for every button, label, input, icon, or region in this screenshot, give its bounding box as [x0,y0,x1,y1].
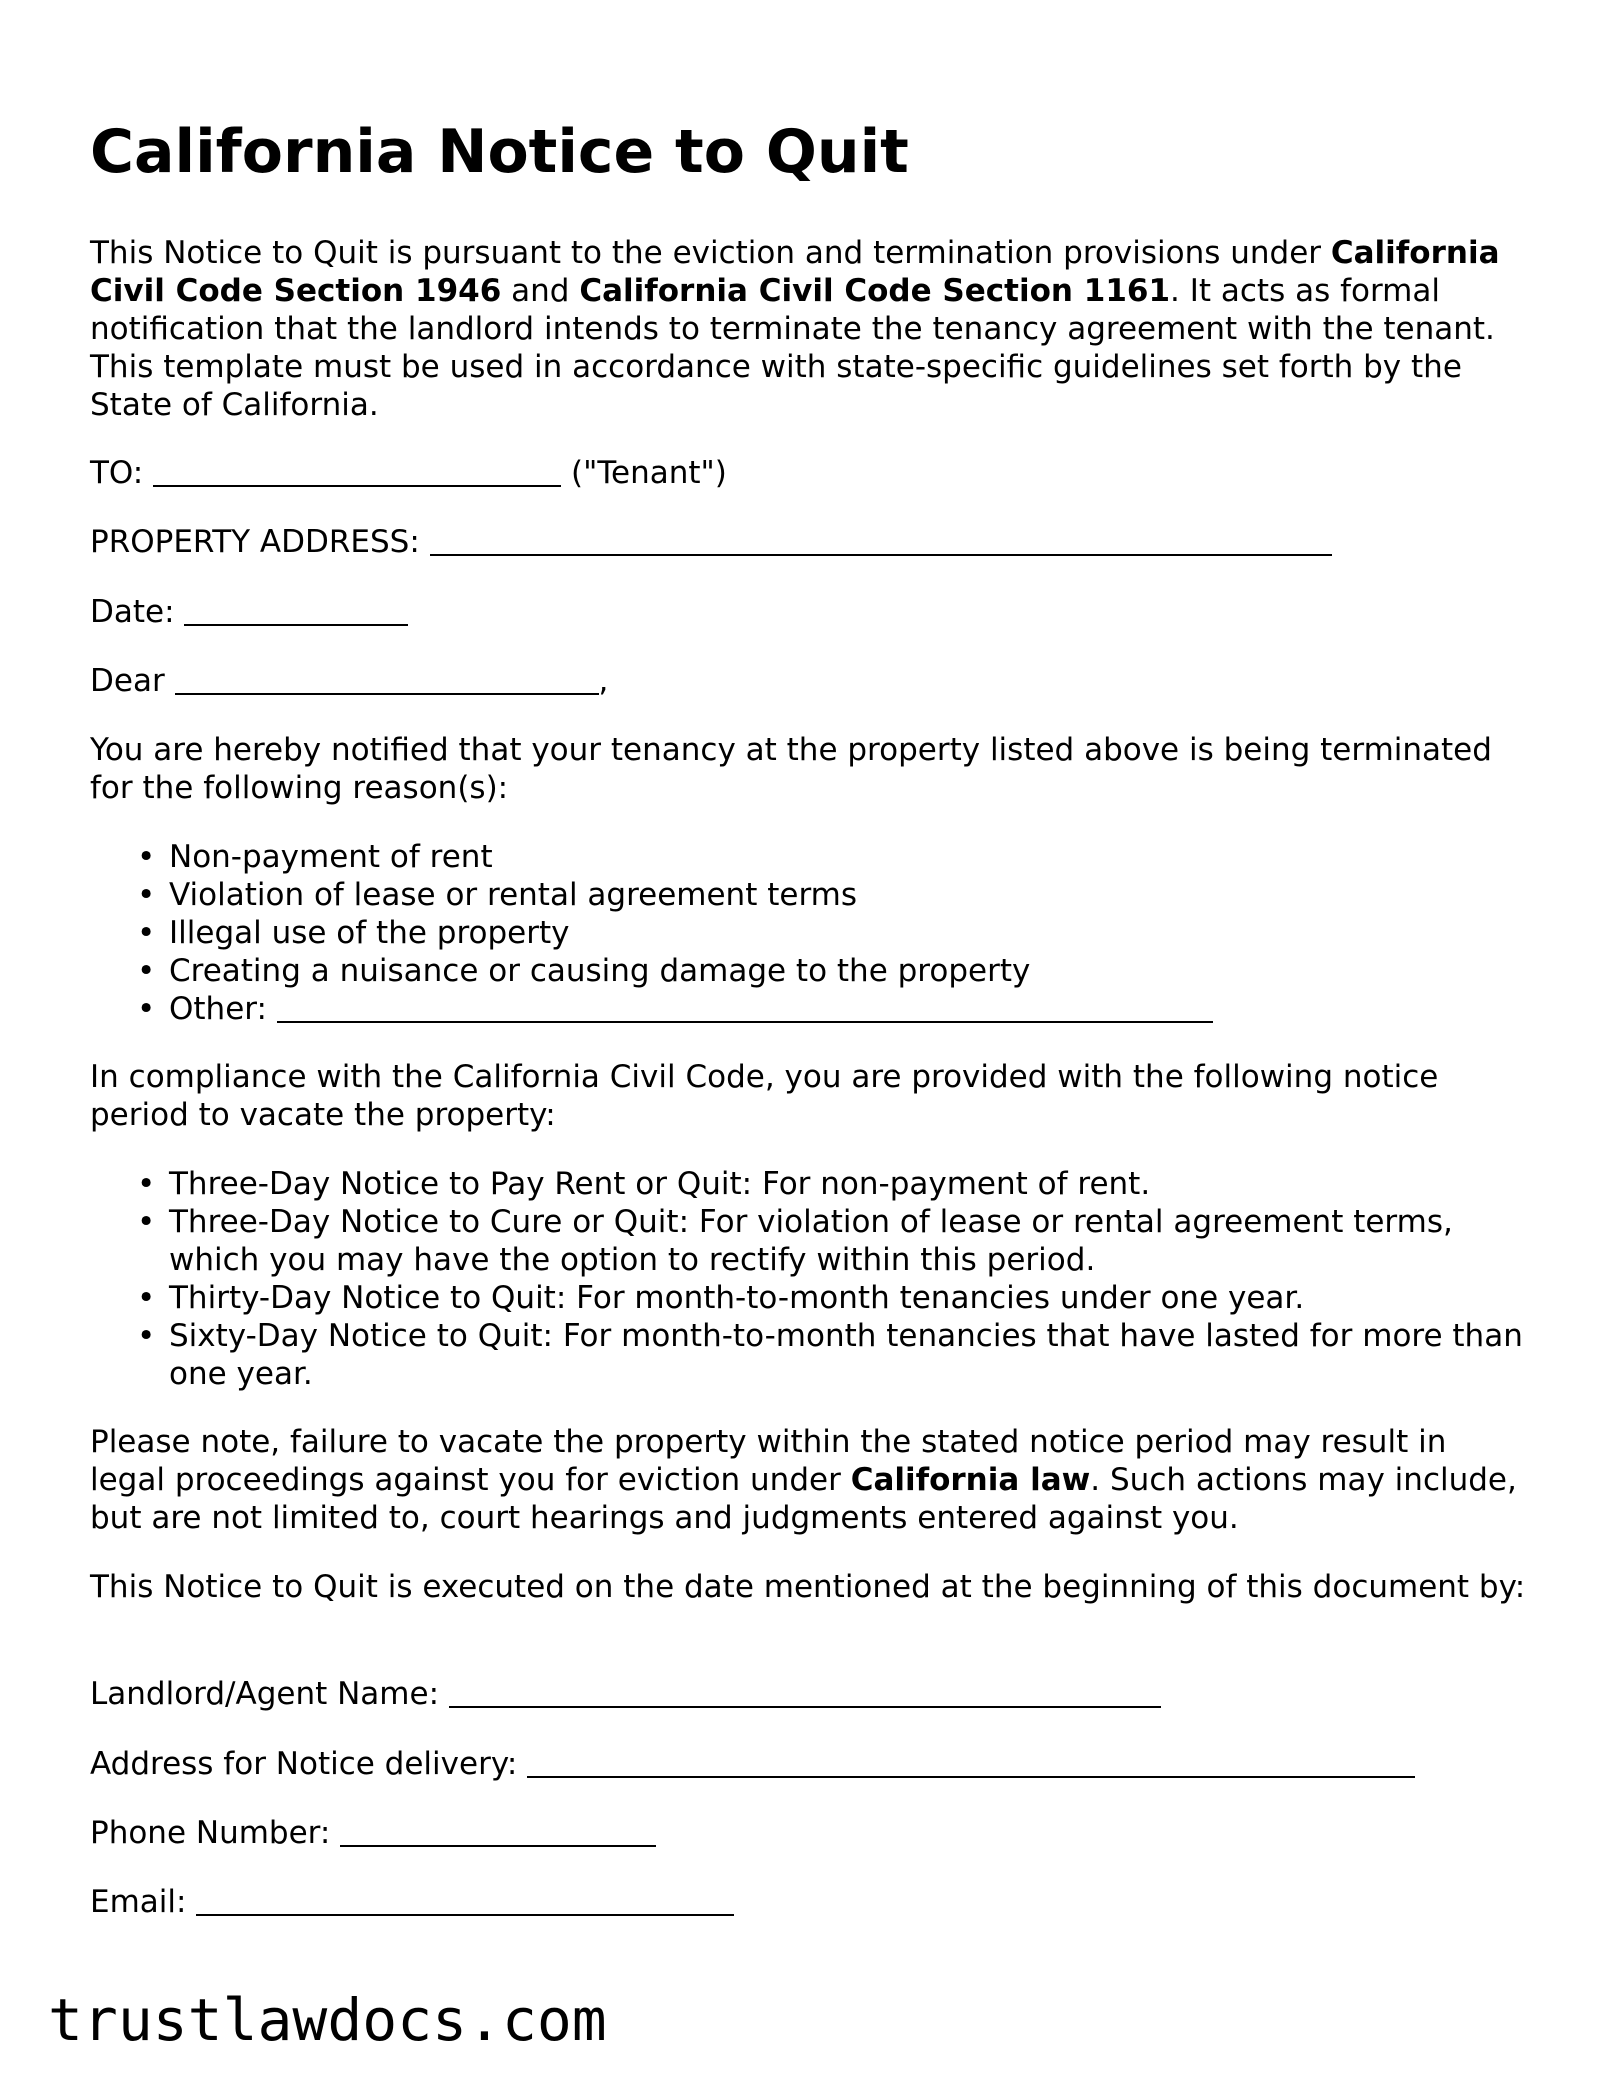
notice-address-row [90,1745,1415,1783]
notice-text: Three-Day Notice to Cure or Quit: For violation of lease or rental agreement terms, which you may have the option to rectify within this period. [169,1204,1453,1278]
property-address-blank[interactable] [430,524,1332,556]
notice-address-label: Address for Notice delivery: [90,1746,518,1782]
notice-text: Thirty-Day Notice to Quit: For month-to-month tenancies under one year. [169,1280,1305,1316]
landlord-name-blank[interactable] [449,1676,1161,1708]
to-label: TO: [90,455,144,491]
site-watermark: trustlawdocs.com [48,1986,607,2054]
warning-text-2: . Such actions may include, but are not limited to, court hearings and judgments entered against you. [90,1462,1517,1536]
phone-blank[interactable] [340,1815,656,1847]
dear-label: Dear [90,663,165,699]
intro-text-3: . It acts as formal notification that the landlord intends to terminate the tenancy agreement with the tenant. This template must be used in accordance with state-specific guidelines set forth by the State of California. [90,273,1495,423]
email-blank[interactable] [196,1884,734,1916]
warning-text-1: Please note, failure to vacate the property within the stated notice period may result in legal proceedings against you for eviction under [90,1424,1447,1498]
notice-item [90,1165,1530,1203]
reason-item [90,914,1530,952]
phone-label: Phone Number: [90,1815,331,1851]
document-title: California Notice to Quit [90,117,909,187]
reason-item [90,952,1530,990]
reason-item [90,876,1530,914]
email-label: Email: [90,1884,187,1920]
dear-row [90,662,608,700]
bullet-icon: • [137,991,156,1027]
phone-row [90,1814,656,1852]
bullet-icon: • [137,1318,156,1354]
to-field-row [90,454,727,492]
reason-other-label: Other: [169,991,267,1027]
landlord-name-row [90,1675,1161,1713]
notices-list [90,1165,1530,1393]
date-label: Date: [90,594,175,630]
tenant-name-blank[interactable] [153,455,561,487]
intro-text-1: This Notice to Quit is pursuant to the eviction and termination provisions under [90,235,1331,271]
bullet-icon: • [137,1204,156,1240]
other-reason-blank[interactable] [277,991,1213,1023]
reasons-intro: You are hereby notified that your tenancy at the property listed above is being terminated for the following reason(s): [90,732,1492,806]
dear-suffix: , [598,663,609,699]
notice-intro: In compliance with the California Civil Code, you are provided with the following notice period to vacate the property: [90,1059,1439,1133]
bullet-icon: • [137,1166,156,1202]
reason-item-other [90,990,1530,1028]
reason-text: Creating a nuisance or causing damage to the property [169,953,1031,989]
intro-civil-code-1161: California Civil Code Section 1161 [579,273,1171,309]
notice-address-blank[interactable] [527,1746,1415,1778]
reasons-list [90,838,1530,1028]
intro-paragraph [90,234,1530,424]
email-row [90,1883,734,1921]
reason-text: Illegal use of the property [169,915,570,951]
notice-text: Sixty-Day Notice to Quit: For month-to-month tenancies that have lasted for more than one year. [169,1318,1523,1392]
intro-text-2: and [501,273,580,309]
notice-item [90,1203,1530,1279]
bullet-icon: • [137,839,156,875]
bullet-icon: • [137,953,156,989]
bullet-icon: • [137,915,156,951]
property-address-row [90,523,1332,561]
notice-item [90,1279,1530,1317]
date-blank[interactable] [184,594,408,626]
bullet-icon: • [137,1280,156,1316]
reason-text: Non-payment of rent [169,839,493,875]
bullet-icon: • [137,877,156,913]
warning-paragraph [90,1423,1530,1537]
reason-text: Violation of lease or rental agreement terms [169,877,857,913]
intro-civil-code-1946: California Civil Code Section 1946 [90,235,1500,309]
notice-text: Three-Day Notice to Pay Rent or Quit: For non-payment of rent. [169,1166,1151,1202]
date-row [90,593,408,631]
to-suffix: ("Tenant") [570,455,727,491]
dear-name-blank[interactable] [175,663,599,695]
notice-item [90,1317,1530,1393]
property-address-label: PROPERTY ADDRESS: [90,524,420,560]
landlord-name-label: Landlord/Agent Name: [90,1676,440,1712]
reason-item [90,838,1530,876]
warning-california-law: California law [850,1462,1091,1498]
execution-paragraph: This Notice to Quit is executed on the date mentioned at the beginning of this document by: [90,1569,1526,1605]
